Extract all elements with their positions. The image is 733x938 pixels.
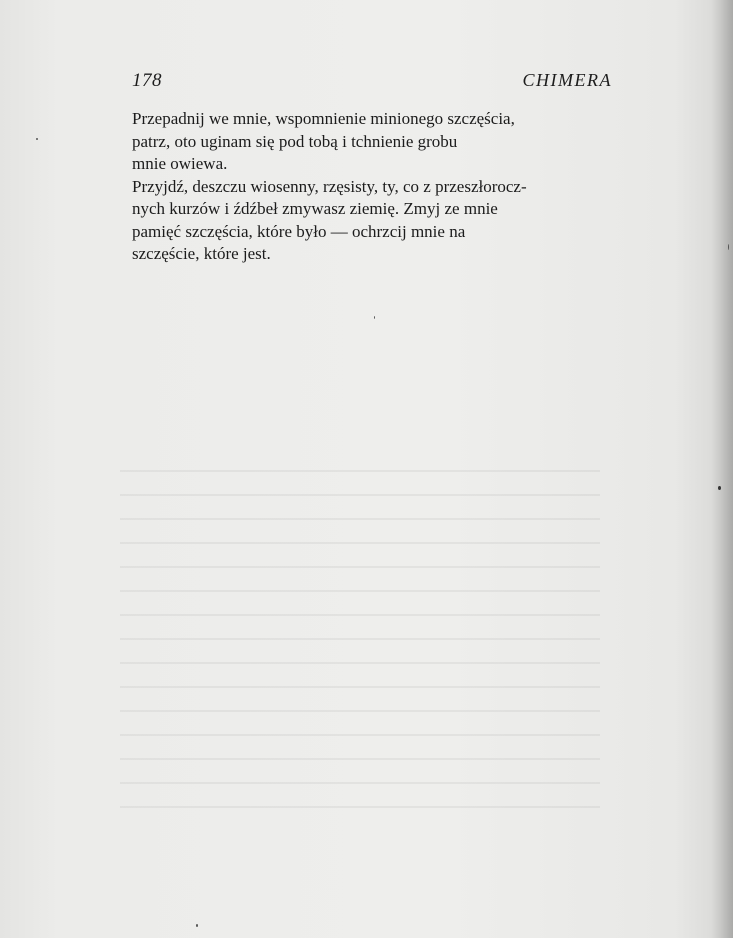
page-edge-shadow (711, 0, 733, 938)
text-line: pamięć szczęścia, które było — ochrzcij mnie na (132, 221, 466, 241)
paper-speck (728, 244, 729, 250)
paper-speck (718, 486, 721, 490)
body-text (132, 108, 598, 266)
text-line: patrz, oto uginam się pod tobą i tchnienie grobu (132, 131, 458, 151)
paper-speck (196, 924, 198, 927)
paragraph-1 (132, 108, 598, 176)
bleed-through-texture (120, 470, 600, 830)
page-number: 178 (132, 70, 162, 91)
text-line: mnie owiewa. (132, 154, 228, 173)
text-line: Przepadnij we mnie, wspomnienie minionego szczęścia, (132, 109, 515, 128)
paper-speck (36, 138, 38, 140)
running-title: CHIMERA (522, 70, 612, 90)
paragraph-2 (132, 176, 598, 266)
paper-speck (374, 316, 375, 319)
text-line: Przyjdź, deszczu wiosenny, rzęsisty, ty, co z przeszłorocz- (132, 176, 527, 196)
text-line: szczęście, które jest. (132, 244, 271, 263)
text-line: nych kurzów i źdźbeł zmywasz ziemię. Zmyj ze mnie (132, 199, 498, 218)
page-header (132, 70, 612, 96)
